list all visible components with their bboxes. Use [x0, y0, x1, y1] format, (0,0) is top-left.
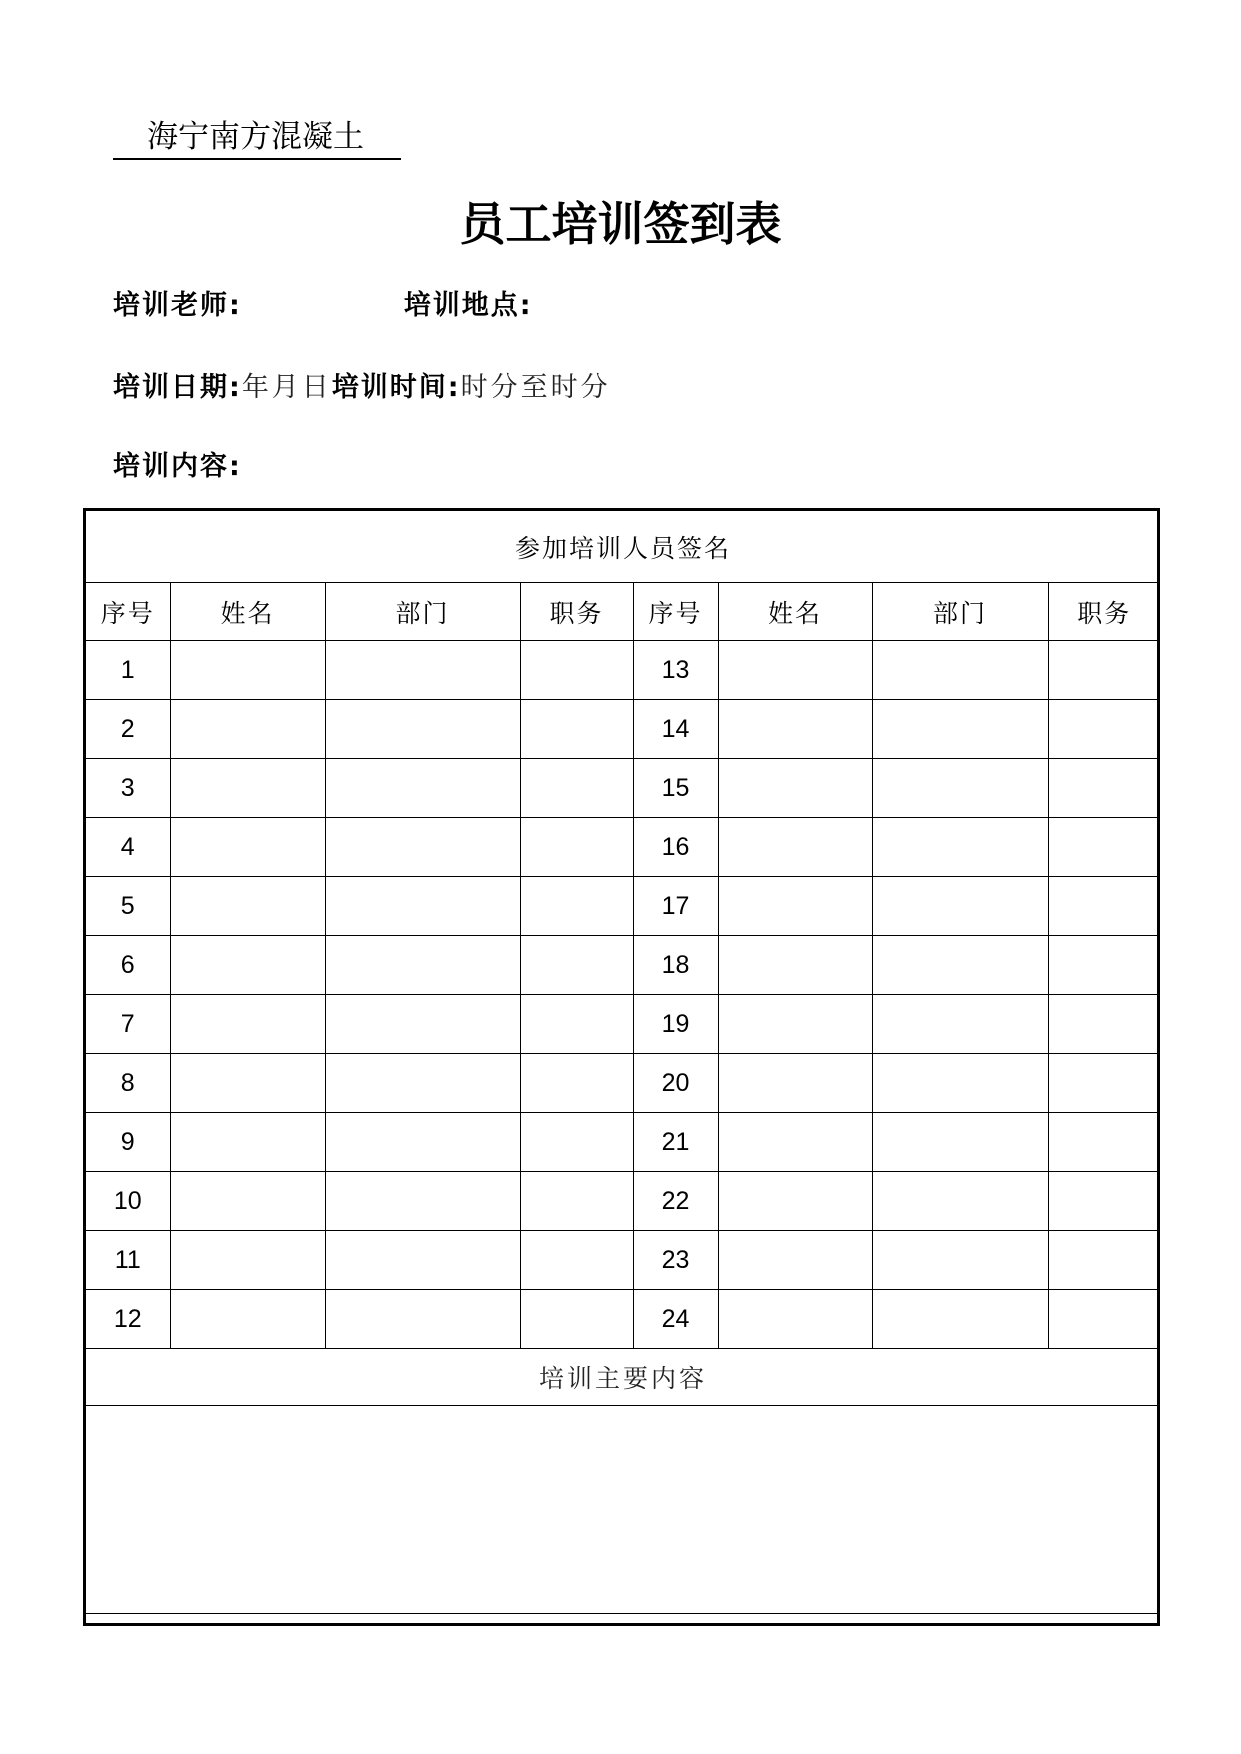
- dept-cell[interactable]: [325, 700, 520, 759]
- dept-cell[interactable]: [872, 641, 1048, 700]
- position-cell[interactable]: [1048, 936, 1160, 995]
- seq-cell: 14: [633, 700, 718, 759]
- table-row: [86, 700, 1160, 759]
- table-row: [86, 936, 1160, 995]
- footer-label: 培训主要内容: [86, 1349, 1160, 1406]
- seq-cell: 15: [633, 759, 718, 818]
- footer-label-row: [86, 1349, 1160, 1406]
- name-cell[interactable]: [718, 1172, 872, 1231]
- position-cell[interactable]: [1048, 1172, 1160, 1231]
- dept-cell[interactable]: [872, 1054, 1048, 1113]
- content-line: [113, 449, 242, 485]
- position-cell[interactable]: [520, 1290, 633, 1349]
- name-cell[interactable]: [170, 818, 325, 877]
- name-cell[interactable]: [170, 759, 325, 818]
- name-cell[interactable]: [718, 641, 872, 700]
- dept-cell[interactable]: [872, 1231, 1048, 1290]
- time-label: 培训时间:: [331, 372, 461, 403]
- name-cell[interactable]: [170, 995, 325, 1054]
- name-cell[interactable]: [170, 641, 325, 700]
- content-area[interactable]: [86, 1406, 1160, 1614]
- dept-cell[interactable]: [872, 700, 1048, 759]
- seq-cell: 5: [86, 877, 170, 936]
- dept-cell[interactable]: [325, 818, 520, 877]
- seq-cell: 20: [633, 1054, 718, 1113]
- position-cell[interactable]: [1048, 1113, 1160, 1172]
- table-row: [86, 641, 1160, 700]
- seq-cell: 18: [633, 936, 718, 995]
- dept-cell[interactable]: [872, 1172, 1048, 1231]
- dept-cell[interactable]: [872, 759, 1048, 818]
- name-cell[interactable]: [718, 995, 872, 1054]
- date-value: 年月日: [241, 372, 332, 403]
- dept-cell[interactable]: [325, 641, 520, 700]
- dept-cell[interactable]: [325, 1054, 520, 1113]
- table-row: [86, 1054, 1160, 1113]
- col-header-position-2: 职务: [1048, 583, 1160, 641]
- table-row: [86, 995, 1160, 1054]
- position-cell[interactable]: [520, 936, 633, 995]
- position-cell[interactable]: [520, 877, 633, 936]
- table-row: [86, 759, 1160, 818]
- dept-cell[interactable]: [325, 1231, 520, 1290]
- teacher-label: 培训老师:: [113, 290, 242, 321]
- position-cell[interactable]: [520, 1231, 633, 1290]
- date-label: 培训日期:: [113, 372, 242, 403]
- table-row: [86, 1113, 1160, 1172]
- position-cell[interactable]: [520, 1113, 633, 1172]
- company-name: 海宁南方混凝土: [113, 118, 401, 160]
- seq-cell: 24: [633, 1290, 718, 1349]
- col-header-dept-2: 部门: [872, 583, 1048, 641]
- page-title: 员工培训签到表: [459, 197, 782, 251]
- name-cell[interactable]: [170, 1290, 325, 1349]
- date-time-line: [113, 370, 611, 406]
- name-cell[interactable]: [718, 700, 872, 759]
- table-row: [86, 877, 1160, 936]
- name-cell[interactable]: [170, 1172, 325, 1231]
- table-row: [86, 818, 1160, 877]
- seq-cell: 3: [86, 759, 170, 818]
- seq-cell: 6: [86, 936, 170, 995]
- location-label: 培训地点:: [403, 290, 533, 321]
- position-cell[interactable]: [520, 818, 633, 877]
- position-cell[interactable]: [1048, 1231, 1160, 1290]
- seq-cell: 9: [86, 1113, 170, 1172]
- position-cell[interactable]: [520, 641, 633, 700]
- dept-cell[interactable]: [872, 1113, 1048, 1172]
- seq-cell: 12: [86, 1290, 170, 1349]
- dept-cell[interactable]: [872, 1290, 1048, 1349]
- seq-cell: 2: [86, 700, 170, 759]
- dept-cell[interactable]: [872, 818, 1048, 877]
- position-cell[interactable]: [520, 1172, 633, 1231]
- col-header-position: 职务: [520, 583, 633, 641]
- name-cell[interactable]: [718, 759, 872, 818]
- table-row: [86, 1231, 1160, 1290]
- seq-cell: 11: [86, 1231, 170, 1290]
- position-cell[interactable]: [1048, 995, 1160, 1054]
- dept-cell[interactable]: [325, 1172, 520, 1231]
- seq-cell: 1: [86, 641, 170, 700]
- name-cell[interactable]: [170, 936, 325, 995]
- seq-cell: 23: [633, 1231, 718, 1290]
- seq-cell: 13: [633, 641, 718, 700]
- seq-cell: 8: [86, 1054, 170, 1113]
- seq-cell: 16: [633, 818, 718, 877]
- table-row: [86, 1172, 1160, 1231]
- signin-sheet: [83, 508, 1160, 1626]
- dept-cell[interactable]: [872, 877, 1048, 936]
- col-header-dept: 部门: [325, 583, 520, 641]
- name-cell[interactable]: [718, 1054, 872, 1113]
- name-cell[interactable]: [718, 936, 872, 995]
- time-value: 时分至时分: [460, 372, 611, 403]
- position-cell[interactable]: [1048, 1290, 1160, 1349]
- name-cell[interactable]: [170, 1054, 325, 1113]
- name-cell[interactable]: [718, 1290, 872, 1349]
- position-cell[interactable]: [520, 759, 633, 818]
- teacher-location-line: [113, 288, 533, 324]
- dept-cell[interactable]: [325, 936, 520, 995]
- dept-cell[interactable]: [325, 995, 520, 1054]
- col-header-seq-2: 序号: [633, 583, 718, 641]
- position-cell[interactable]: [1048, 759, 1160, 818]
- seq-cell: 17: [633, 877, 718, 936]
- name-cell[interactable]: [718, 818, 872, 877]
- position-cell[interactable]: [520, 1054, 633, 1113]
- position-cell[interactable]: [1048, 1054, 1160, 1113]
- name-cell[interactable]: [718, 1231, 872, 1290]
- signin-table: [86, 511, 1160, 1614]
- table-header-row: [86, 583, 1160, 641]
- seq-cell: 22: [633, 1172, 718, 1231]
- name-cell[interactable]: [170, 700, 325, 759]
- dept-cell[interactable]: [325, 759, 520, 818]
- position-cell[interactable]: [1048, 877, 1160, 936]
- position-cell[interactable]: [520, 700, 633, 759]
- seq-cell: 10: [86, 1172, 170, 1231]
- seq-cell: 21: [633, 1113, 718, 1172]
- dept-cell[interactable]: [325, 877, 520, 936]
- content-label: 培训内容:: [113, 451, 242, 482]
- table-row: [86, 1290, 1160, 1349]
- dept-cell[interactable]: [872, 995, 1048, 1054]
- name-cell[interactable]: [718, 877, 872, 936]
- position-cell[interactable]: [1048, 818, 1160, 877]
- name-cell[interactable]: [170, 1113, 325, 1172]
- position-cell[interactable]: [520, 995, 633, 1054]
- name-cell[interactable]: [170, 877, 325, 936]
- dept-cell[interactable]: [325, 1290, 520, 1349]
- table-caption: 参加培训人员签名: [86, 511, 1160, 583]
- table-caption-row: [86, 511, 1160, 583]
- col-header-name-2: 姓名: [718, 583, 872, 641]
- position-cell[interactable]: [1048, 641, 1160, 700]
- name-cell[interactable]: [718, 1113, 872, 1172]
- dept-cell[interactable]: [872, 936, 1048, 995]
- name-cell[interactable]: [170, 1231, 325, 1290]
- position-cell[interactable]: [1048, 700, 1160, 759]
- col-header-name: 姓名: [170, 583, 325, 641]
- content-area-row: [86, 1406, 1160, 1614]
- dept-cell[interactable]: [325, 1113, 520, 1172]
- seq-cell: 19: [633, 995, 718, 1054]
- seq-cell: 7: [86, 995, 170, 1054]
- col-header-seq: 序号: [86, 583, 170, 641]
- seq-cell: 4: [86, 818, 170, 877]
